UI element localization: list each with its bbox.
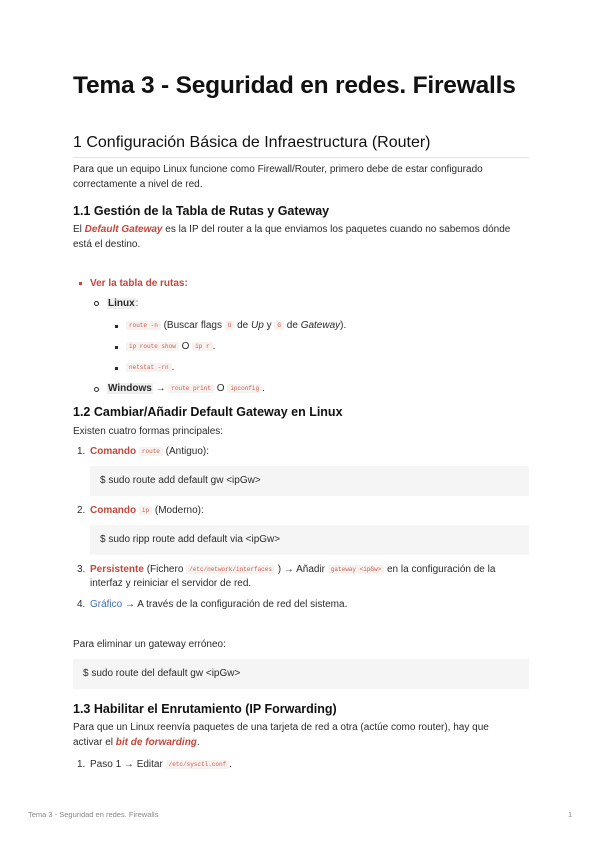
remove-gateway-intro: Para eliminar un gateway erróneo: [73,639,226,650]
route-n-item: route -n (Buscar flags U de Up y G de Gateway). [126,318,346,334]
forwarding-intro-line2: activar el bit de forwarding. [73,737,200,748]
route-del-code-block: $ sudo route del default gw <ipGw> [73,659,529,689]
section-1-3-heading: 1.3 Habilitar el Enrutamiento (IP Forwarding) [73,702,337,716]
method-route: Comando route (Antiguo): [90,446,210,457]
methods-intro: Existen cuatro formas principales: [73,426,224,437]
page-title: Tema 3 - Seguridad en redes. Firewalls [73,72,516,99]
ip-route-add-code-block: $ sudo ripp route add default via <ipGw> [90,525,529,555]
linux-item: Linux: [108,298,139,309]
default-gateway-term: Default Gateway [84,224,163,235]
windows-item: Windows → route print O ipconfig . [108,383,265,394]
sub-bullet-marker [94,301,99,306]
list-number: 3. [77,564,86,575]
route-add-code-block: $ sudo route add default gw <ipGw> [90,466,529,496]
gateway-definition-line2: está el destino. [73,239,141,250]
section-1-intro-line1: Para que un equipo Linux funcione como Firewall/Router, primero debe de estar configurado [73,164,483,175]
bullet-marker [115,346,118,349]
route-table-bullet: Ver la tabla de rutas: [90,278,188,289]
section-divider [73,157,529,158]
section-1-2-heading: 1.2 Cambiar/Añadir Default Gateway en Linux [73,405,343,419]
list-number: 1. [77,446,86,457]
bullet-marker [115,325,118,328]
footer-title: Tema 3 - Seguridad en redes. Firewalls [28,810,159,819]
list-number: 2. [77,505,86,516]
section-1-intro-line2: correctamente a nivel de red. [73,179,203,190]
list-number: 1. [77,759,86,770]
step-1-item: Paso 1 → Editar /etc/sysctl.conf . [90,759,232,770]
footer-page-number: 1 [568,810,573,819]
method-graphic: Gráfico → A través de la configuración de red del sistema. [90,599,348,610]
netstat-item: netstat -rn . [126,360,174,376]
bullet-marker [79,282,82,285]
ip-route-item: ip route show O ip r . [126,339,215,355]
method-persistent-line2: interfaz y reiniciar el servidor de red. [90,578,252,589]
gateway-definition-line1: El Default Gateway es la IP del router a la que enviamos los paquetes cuando no sabemos dónde [73,224,511,235]
section-1-heading: 1 Configuración Básica de Infraestructura (Router) [73,134,431,151]
section-1-1-heading: 1.1 Gestión de la Tabla de Rutas y Gateway [73,204,330,218]
forwarding-intro-line1: Para que un Linux reenvía paquetes de una tarjeta de red a otra (actúe como router), hay que [73,722,489,733]
sub-bullet-marker [94,387,99,392]
bullet-marker [115,367,118,370]
forwarding-bit-term: bit de forwarding [115,737,197,748]
method-persistent: Persistente (Fichero /etc/network/interfaces ) → Añadir gateway <ipGw> en la configuración de la [90,564,496,575]
method-ip: Comando ip (Moderno): [90,505,204,516]
list-number: 4. [77,599,86,610]
